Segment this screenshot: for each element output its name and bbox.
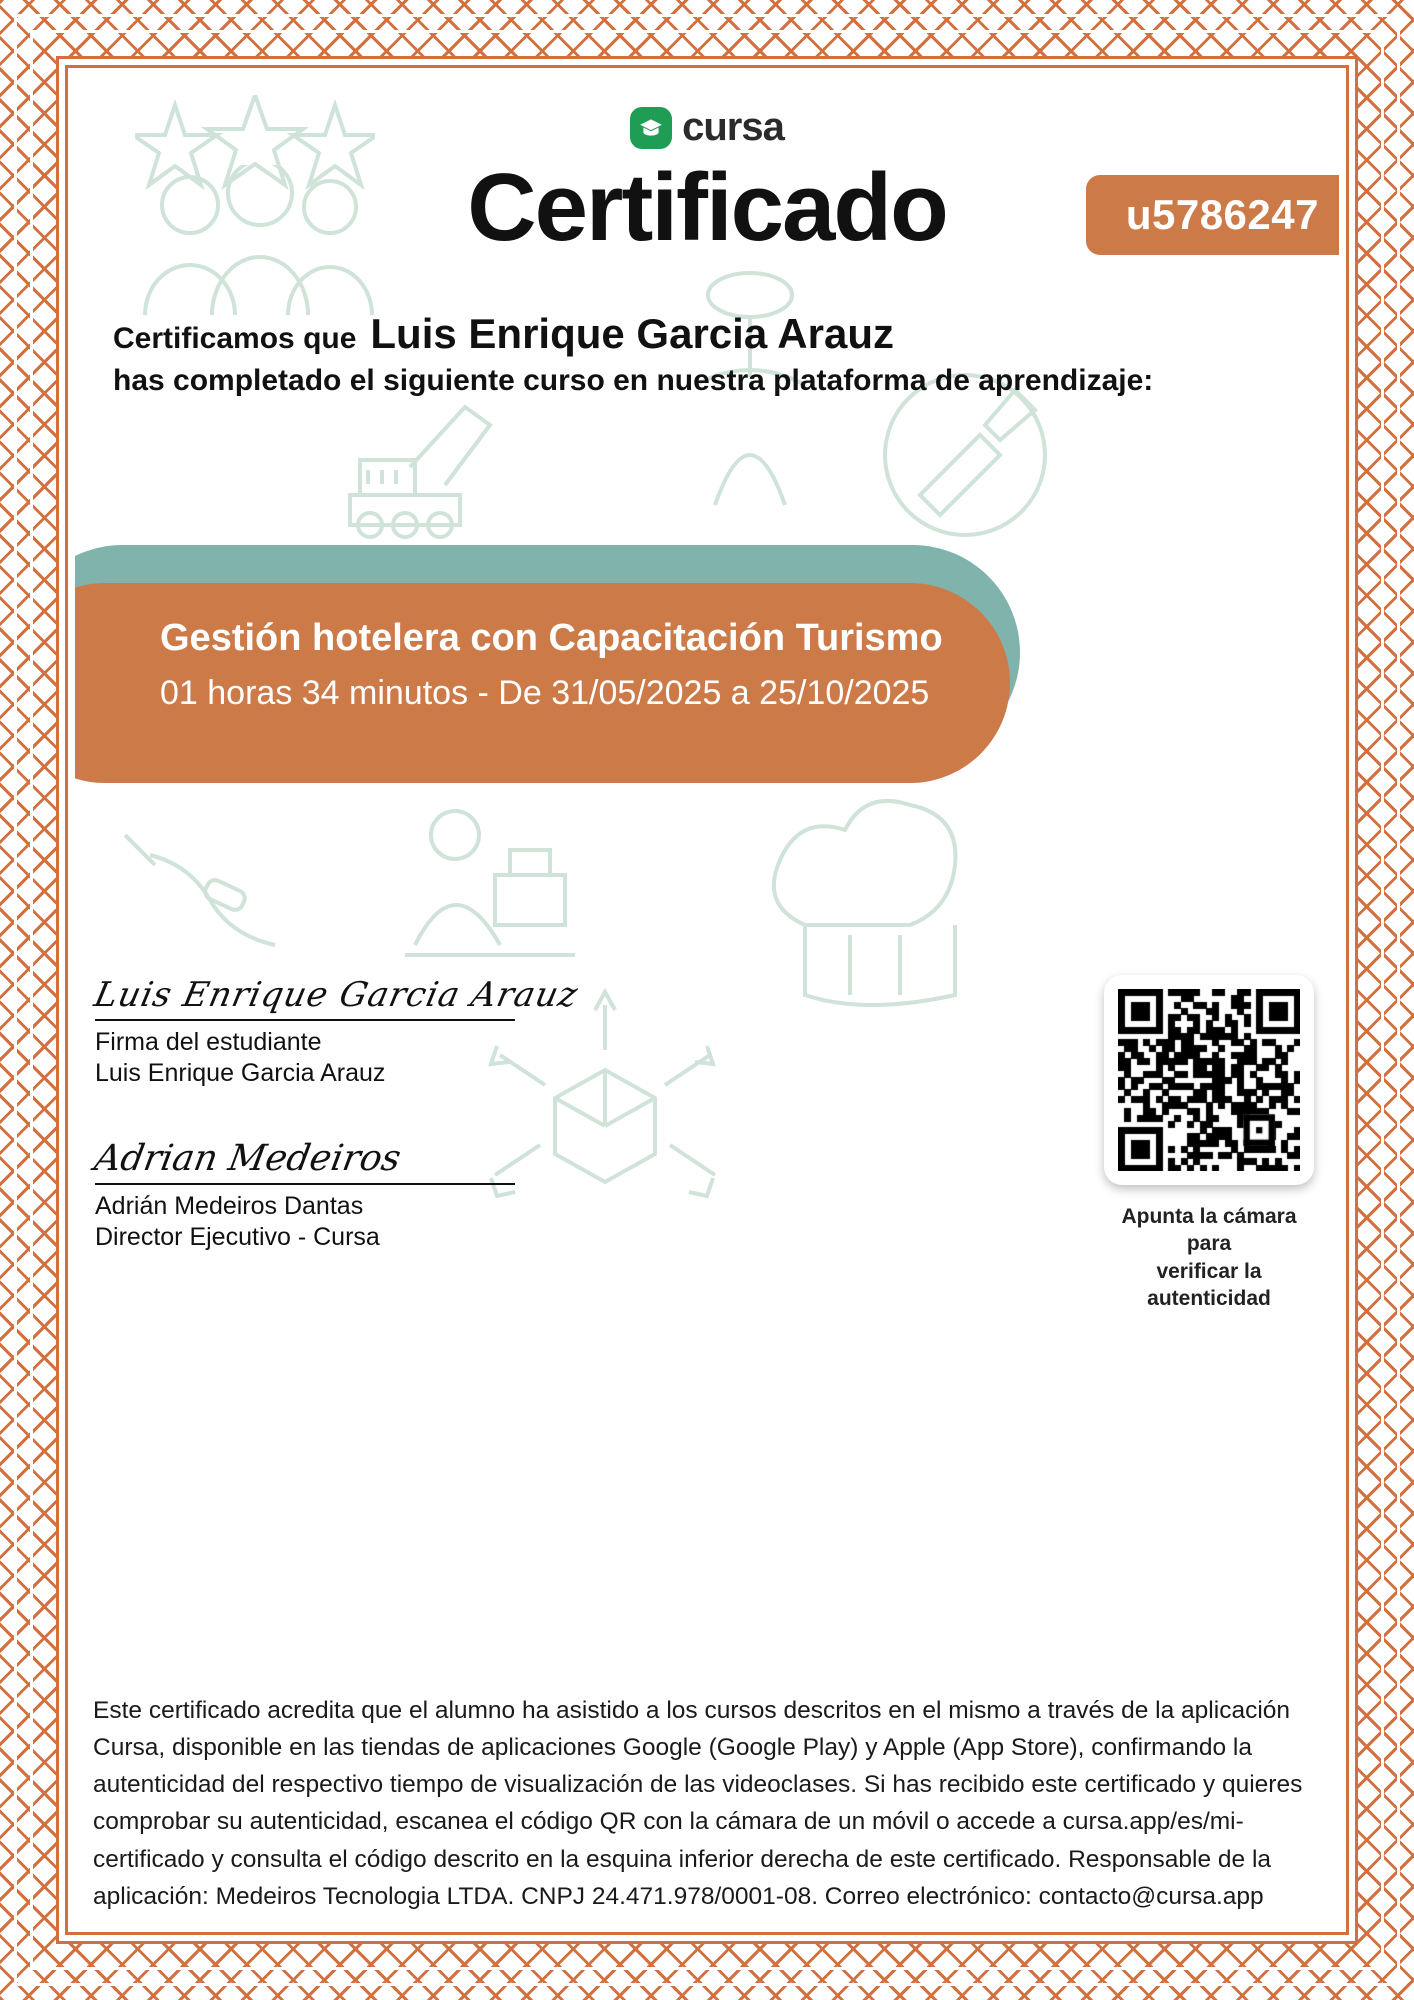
course-banner bbox=[75, 545, 1339, 815]
signature-rule bbox=[95, 1019, 515, 1021]
director-signature-role: Director Ejecutivo - Cursa bbox=[95, 1222, 380, 1251]
course-details: 01 horas 34 minutos - De 31/05/2025 a 25/10/2025 bbox=[160, 674, 930, 712]
chef-hat-watermark bbox=[755, 785, 1005, 1025]
course-title: Gestión hotelera con Capacitación Turismo bbox=[160, 617, 943, 659]
cashier-watermark bbox=[365, 805, 595, 985]
certify-line-2: has completado el siguiente curso en nuestra plataforma de aprendizaje: bbox=[113, 364, 1154, 397]
qr-section bbox=[1099, 975, 1319, 1312]
student-name: Luis Enrique Garcia Arauz bbox=[370, 310, 894, 357]
qr-code[interactable] bbox=[1104, 975, 1314, 1185]
welding-watermark bbox=[105, 815, 295, 955]
certification-statement bbox=[113, 310, 1319, 398]
qr-canvas bbox=[1118, 989, 1300, 1171]
excavator-watermark bbox=[290, 375, 520, 555]
certificate-content bbox=[75, 75, 1339, 1925]
director-signature-name: Adrián Medeiros Dantas bbox=[95, 1191, 364, 1220]
signature-block-student bbox=[90, 975, 655, 1090]
brand-logo bbox=[75, 105, 1339, 150]
signature-rule bbox=[95, 1183, 515, 1185]
student-signature-role: Firma del estudiante bbox=[95, 1028, 322, 1056]
student-signature-name: Luis Enrique Garcia Arauz bbox=[95, 1059, 386, 1088]
graduation-cap-icon bbox=[630, 107, 672, 149]
certify-prefix: Certificamos que bbox=[113, 322, 357, 355]
signature-block-director bbox=[91, 1137, 655, 1254]
page-title: Certificado bbox=[467, 154, 947, 261]
student-signature-script: Luis Enrique Garcia Arauz bbox=[90, 975, 582, 1015]
certificate-code-badge: u5786247 bbox=[1086, 175, 1339, 255]
signatures-area bbox=[90, 975, 655, 1253]
qr-caption bbox=[1099, 1203, 1319, 1312]
course-banner-text bbox=[160, 617, 943, 713]
qr-caption-line-2: verificar la autenticidad bbox=[1147, 1259, 1271, 1310]
legal-text: Este certificado acredita que el alumno ha asistido a los cursos descritos en el mismo a través de la aplicación Cursa, disponible en las tiendas de aplicaciones Google (Google Play) y Apple (App Store), confirmando la autenticidad del respectivo tiempo de visualización de las videoclases. Si has recibido este certificado y quieres comprobar su autenticidad, escanea el código QR con la cámara de un móvil o accede a cursa.app/es/mi-certificado y consulta el código descrito en la esquina inferior derecha de este certificado. Responsable de la aplicación: Medeiros Tecnologia LTDA. CNPJ 24.471.978/0001-08. Correo electrónico: contacto@cursa.app bbox=[93, 1696, 1303, 1910]
brand-name: cursa bbox=[682, 105, 784, 149]
director-signature-script: Adrian Medeiros bbox=[91, 1137, 404, 1179]
qr-caption-line-1: Apunta la cámara para bbox=[1121, 1205, 1297, 1256]
